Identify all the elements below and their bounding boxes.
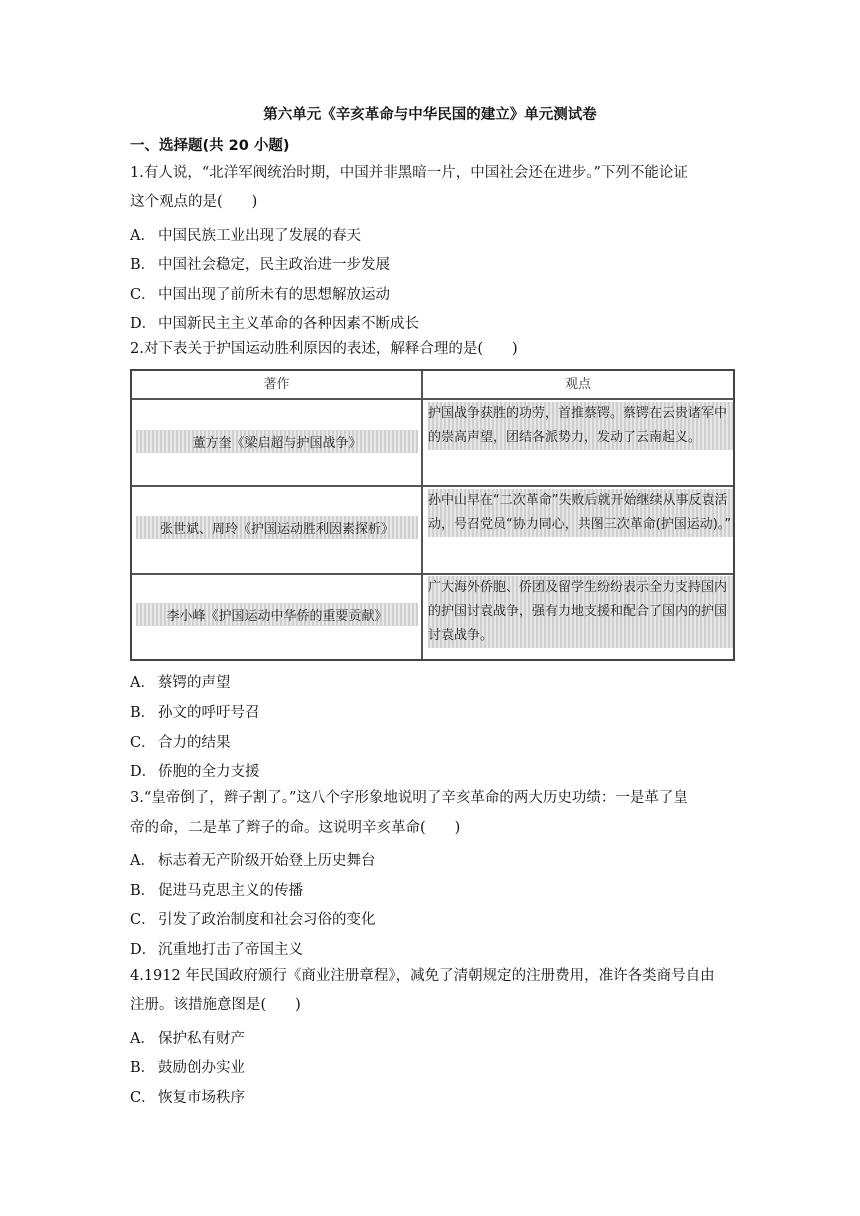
q1-option-b: B． 中国社会稳定，民主政治进一步发展 <box>130 257 390 273</box>
q2-option-d: D． 侨胞的全力支援 <box>130 764 260 780</box>
q1-option-a: A． 中国民族工业出现了发展的春天 <box>130 228 361 244</box>
table-row-divider <box>132 573 733 575</box>
q3-option-d: D． 沉重地打击了帝国主义 <box>130 942 303 958</box>
table-row-divider <box>132 485 733 487</box>
table-cell-work: 董方奎《梁启超与护国战争》 <box>136 430 418 453</box>
table-cell-work: 李小峰《护国运动中华侨的重要贡献》 <box>136 603 418 626</box>
table-header-view: 观点 <box>564 377 591 392</box>
q4-stem-line2: 注册。该措施意图是( ) <box>130 997 301 1013</box>
q4-option-a: A． 保护私有财产 <box>130 1031 245 1047</box>
table-cell-view: 孙中山早在“二次革命”失败后就开始继续从事反袁活动，号召党员“协力同心，共图三次革命(护国运动)。” <box>428 489 733 537</box>
table-row-divider <box>132 398 733 400</box>
q3-stem-line2: 帝的命，二是革了辫子的命。这说明辛亥革命( ) <box>130 820 461 836</box>
exam-title: 第六单元《辛亥革命与中华民国的建立》单元测试卷 <box>263 107 597 123</box>
q1-stem-line2: 这个观点的是( ) <box>130 194 258 210</box>
q1-option-c: C． 中国出现了前所未有的思想解放运动 <box>130 287 390 303</box>
q3-option-b: B． 促进马克思主义的传播 <box>130 883 303 899</box>
q2-option-c: C． 合力的结果 <box>130 735 231 751</box>
table-cell-work: 张世斌、周玲《护国运动胜利因素探析》 <box>136 516 418 539</box>
table-header-work: 著作 <box>263 377 290 392</box>
q4-option-c: C． 恢复市场秩序 <box>130 1090 245 1106</box>
q2-option-a: A． 蔡锷的声望 <box>130 675 231 691</box>
section-heading: 一、选择题(共 20 小题) <box>130 138 290 154</box>
q1-option-d: D． 中国新民主主义革命的各种因素不断成长 <box>130 316 419 332</box>
q2-option-b: B． 孙文的呼吁号召 <box>130 705 260 721</box>
q3-option-a: A． 标志着无产阶级开始登上历史舞台 <box>130 853 376 869</box>
q4-stem-line1: 4.1912 年民国政府颁行《商业注册章程》，减免了清朝规定的注册费用，准许各类商号自由 <box>130 968 715 984</box>
q2-table <box>130 369 735 661</box>
q3-stem-line1: 3.“皇帝倒了，辫子割了。”这八个字形象地说明了辛亥革命的两大历史功绩：一是革了皇 <box>130 790 688 806</box>
table-cell-view: 广大海外侨胞、侨团及留学生纷纷表示全力支持国内的护国讨袁战争，强有力地支援和配合了国内的护国讨袁战争。 <box>428 576 733 648</box>
q2-stem: 2.对下表关于护国运动胜利原因的表述，解释合理的是( ) <box>130 341 518 357</box>
q1-stem-line1: 1.有人说，“北洋军阀统治时期，中国并非黑暗一片，中国社会还在进步。”下列不能论证 <box>130 165 688 181</box>
q3-option-c: C． 引发了政治制度和社会习俗的变化 <box>130 912 376 928</box>
table-column-divider <box>421 371 423 659</box>
table-cell-view: 护国战争获胜的功劳，首推蔡锷。蔡锷在云贵诸军中的崇高声望，团结各派势力，发动了云南起义。 <box>428 402 733 450</box>
q4-option-b: B． 鼓励创办实业 <box>130 1060 245 1076</box>
